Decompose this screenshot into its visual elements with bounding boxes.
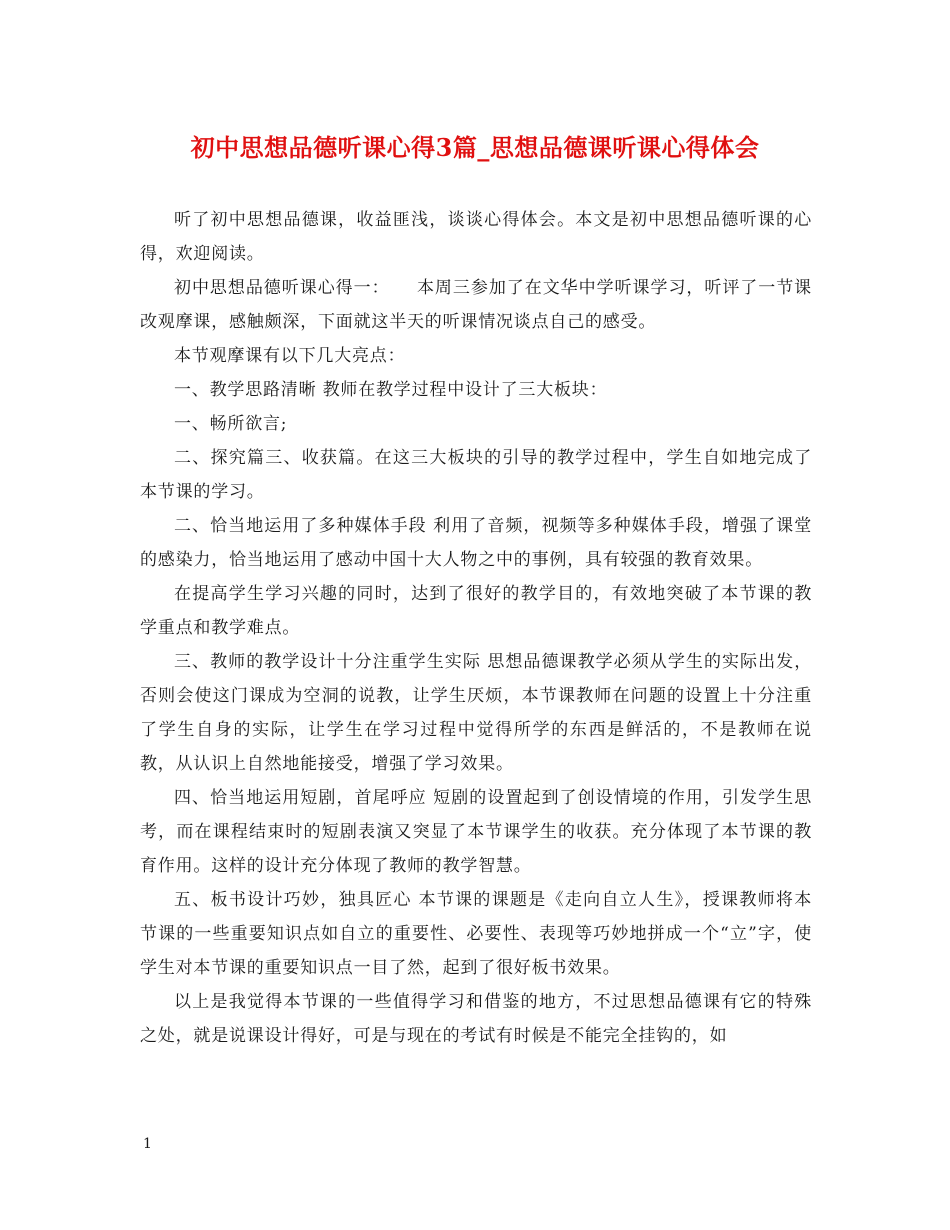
paragraph-4: 一、教学思路清晰 教师在教学过程中设计了三大板块：	[174, 380, 608, 400]
paragraph-3: 本节观摩课有以下几大亮点：	[174, 346, 406, 366]
paragraph-12: 以上是我觉得本节课的一些值得学习和借鉴的地方，不过思想品德课有它的特殊之处，就是说课设计得好，可是与现在的考试有时候是不能完全挂钩的，如	[140, 992, 812, 1046]
paragraph-5: 一、畅所欲言;	[174, 414, 288, 434]
paragraph-7: 二、恰当地运用了多种媒体手段 利用了音频，视频等多种媒体手段，增强了课堂的感染力，恰当地运用了感动中国十大人物之中的事例，具有较强的教育效果。	[140, 516, 812, 570]
paragraph-9: 三、教师的教学设计十分注重学生实际 思想品德课教学必须从学生的实际出发，否则会使这门课成为空洞的说教，让学生厌烦，本节课教师在问题的设置上十分注重了学生自身的实际，让学生在学习过程中觉得所学的东西是鲜活的，不是教师在说教，从认识上自然地能接受，增强了学习效果。	[140, 652, 812, 774]
document-body	[140, 203, 812, 1053]
page-number: 1	[143, 1136, 152, 1152]
document-title: 初中思想品德听课心得3篇_思想品德课听课心得体会	[190, 133, 760, 162]
paragraph-10: 四、恰当地运用短剧，首尾呼应 短剧的设置起到了创设情境的作用，引发学生思考，而在课程结束时的短剧表演又突显了本节课学生的收获。充分体现了本节课的教育作用。这样的设计充分体现了教师的教学智慧。	[140, 788, 812, 876]
paragraph-11: 五、板书设计巧妙，独具匠心 本节课的课题是《走向自立人生》，授课教师将本节课的一些重要知识点如自立的重要性、必要性、表现等巧妙地拼成一个“立”字，使学生对本节课的重要知识点一目了然，起到了很好板书效果。	[140, 890, 812, 978]
paragraph-2: 初中思想品德听课心得一： 本周三参加了在文华中学听课学习，听评了一节课改观摩课，感触颇深，下面就这半天的听课情况谈点自己的感受。	[140, 278, 812, 332]
paragraph-1: 听了初中思想品德课，收益匪浅，谈谈心得体会。本文是初中思想品德听课的心得，欢迎阅读。	[140, 210, 812, 264]
paragraph-6: 二、探究篇三、收获篇。在这三大板块的引导的教学过程中，学生自如地完成了本节课的学习。	[140, 448, 812, 502]
paragraph-8: 在提高学生学习兴趣的同时，达到了很好的教学目的，有效地突破了本节课的教学重点和教学难点。	[140, 584, 812, 638]
